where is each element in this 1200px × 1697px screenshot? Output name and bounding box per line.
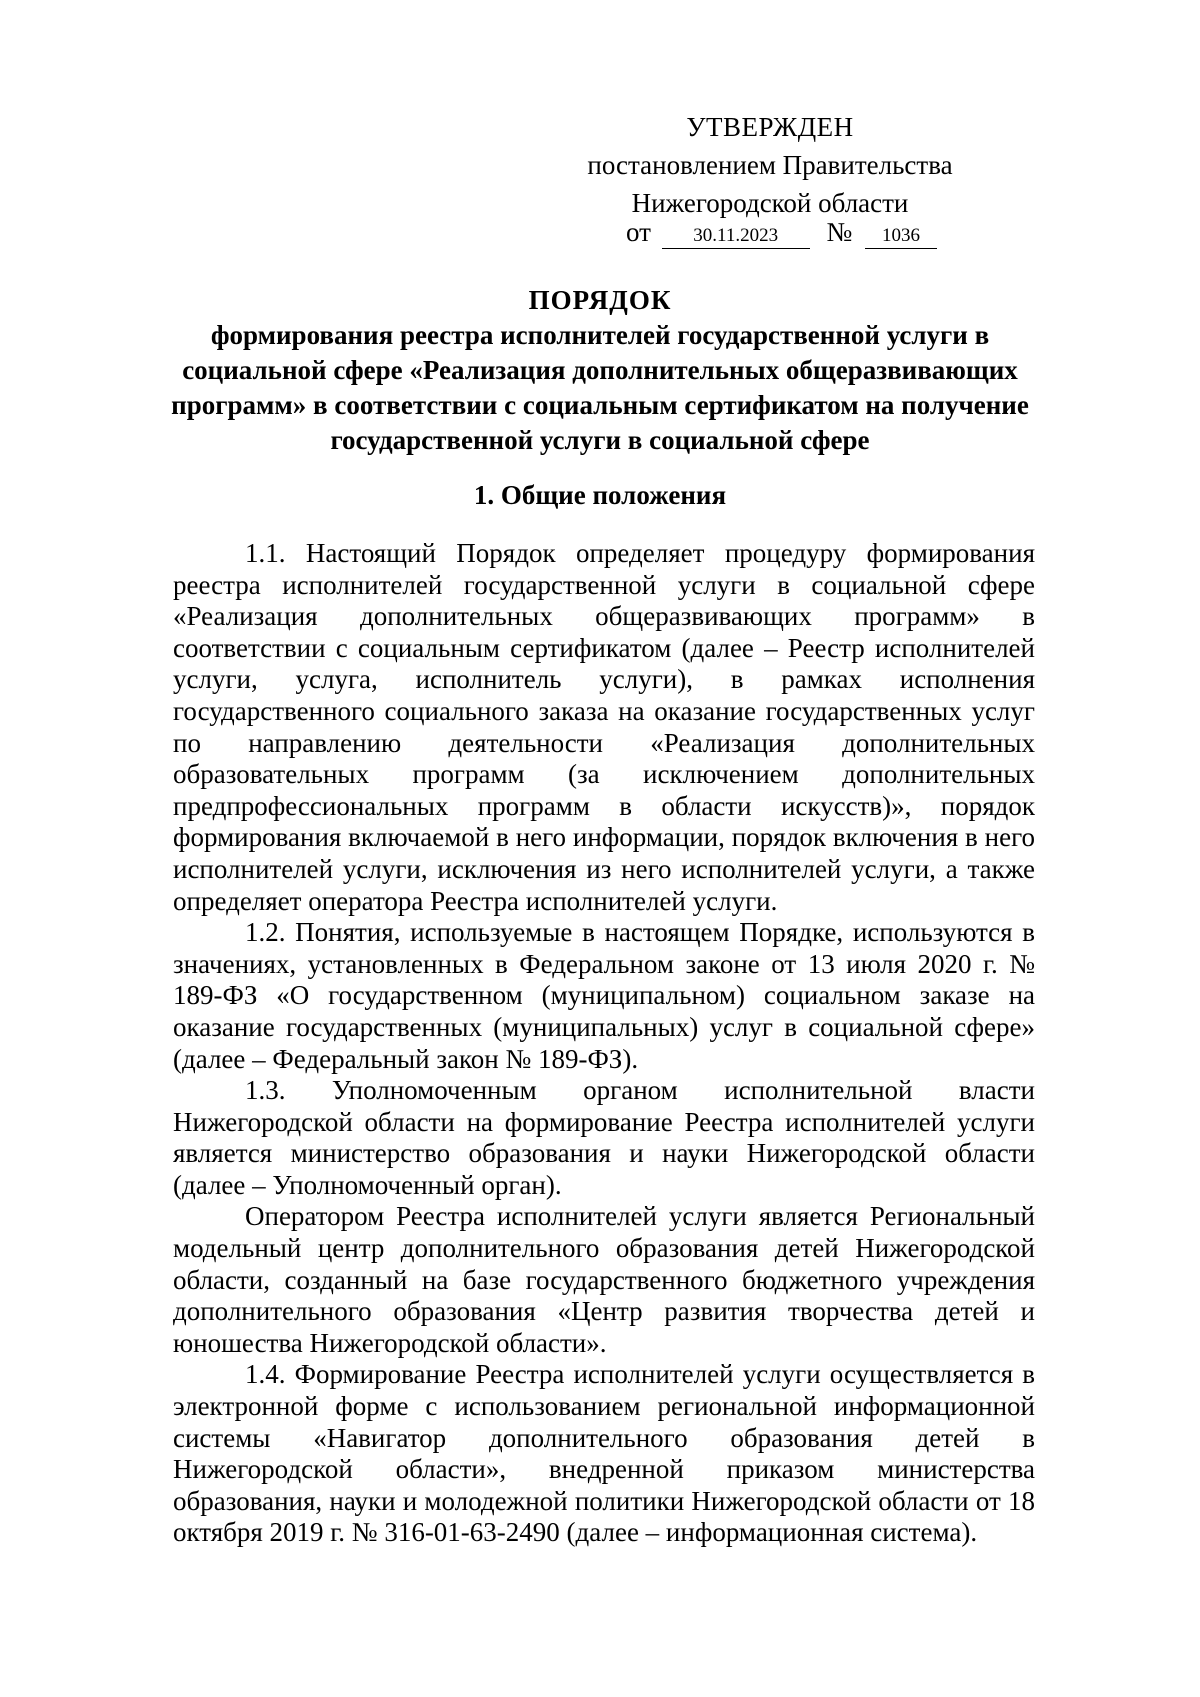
- document-title-block: [160, 283, 1040, 458]
- paragraph-1-2: 1.2. Понятия, используемые в настоящем Порядке, используются в значениях, установленных в Федеральном законе от 13 июля 2020 г. № 189-ФЗ «О государственном (муниципальном) социальном заказе на оказание государственных (муниципальных) услуг в социальной сфере» (далее – Федеральный закон № 189-ФЗ).: [173, 917, 1035, 1074]
- document-body: [173, 538, 1035, 1549]
- approval-line-1: постановлением Правительства: [587, 150, 953, 180]
- paragraph-1-4: 1.4. Формирование Реестра исполнителей услуги осуществляется в электронной форме с использованием региональной информационной системы «Навигатор дополнительного образования детей в Нижегородской области», внедренной приказом министерства образования, науки и молодежной политики Нижегородской области от 18 октября 2019 г. № 316-01-63-2490 (далее – информационная система).: [173, 1359, 1035, 1548]
- approval-title: УТВЕРЖДЕН: [686, 112, 854, 142]
- paragraph-operator: Оператором Реестра исполнителей услуги является Региональный модельный центр дополнительного образования детей Нижегородской области, созданный на базе государственного бюджетного учреждения дополнительного образования «Центр развития творчества детей и юношества Нижегородской области».: [173, 1201, 1035, 1358]
- number-prefix: №: [826, 217, 853, 247]
- approval-number: 1036: [865, 224, 937, 249]
- document-subtitle: формирования реестра исполнителей государственной услуги в социальной сфере «Реализация дополнительных общеразвивающих программ» в соответствии с социальным сертификатом на получение государственной услуги в социальной сфере: [171, 320, 1029, 455]
- paragraph-1-3: 1.3. Уполномоченным органом исполнительной власти Нижегородской области на формирование Реестра исполнителей услуги является министерство образования и науки Нижегородской области (далее – Уполномоченный орган).: [173, 1075, 1035, 1200]
- approval-date-line: [626, 216, 937, 249]
- date-prefix: от: [626, 217, 651, 247]
- section-heading: 1. Общие положения: [473, 480, 727, 510]
- approval-line-2: Нижегородской области: [631, 188, 909, 218]
- approval-date: 30.11.2023: [662, 224, 810, 249]
- approval-block: [560, 108, 980, 222]
- document-title: ПОРЯДОК: [528, 285, 672, 315]
- paragraph-1-1: 1.1. Настоящий Порядок определяет процедуру формирования реестра исполнителей государственной услуги в социальной сфере «Реализация дополнительных общеразвивающих программ» в соответствии с социальным сертификатом (далее – Реестр исполнителей услуги, услуга, исполнитель услуги), в рамках исполнения государственного социального заказа на оказание государственных услуг по направлению деятельности «Реализация дополнительных образовательных программ (за исключением дополнительных предпрофессиональных программ в области искусств)», порядок формирования включаемой в него информации, порядок включения в него исполнителей услуги, исключения из него исполнителей услуги, а также определяет оператора Реестра исполнителей услуги.: [173, 538, 1035, 916]
